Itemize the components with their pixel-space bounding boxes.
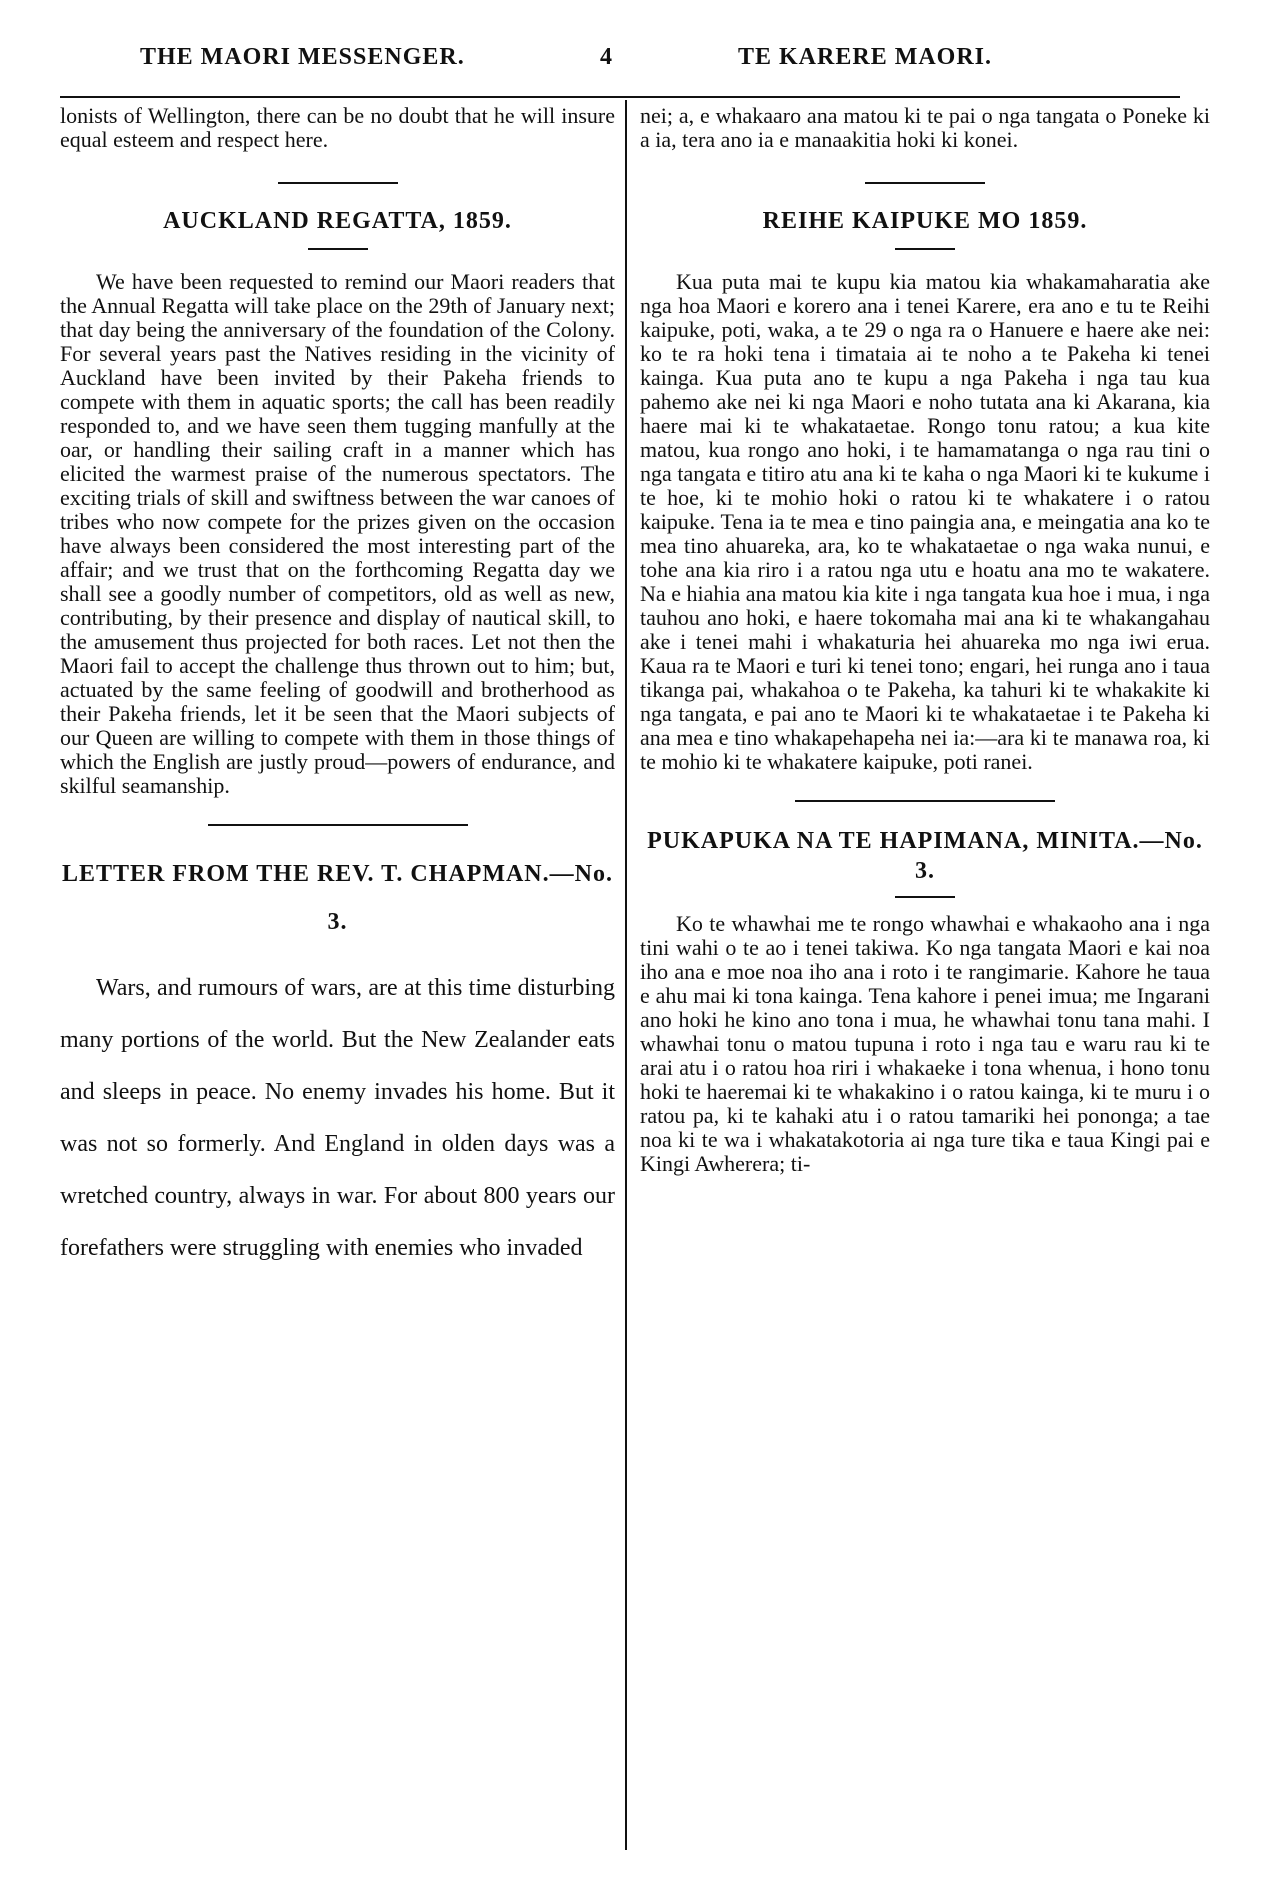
letter-article-body: Ko te whawhai me te rongo whawhai e whakaoho ana i nga tini wahi o te ao i tenei takiwa. Ko nga tangata Maori e kai noa iho ana e moe noa iho ana i roto i te rangimarie. Kahore he taua e ahu mai ki tona kainga. Tena kahore i penei imua; me Ingarani ano hoki he kino ano tona i mua, he whawhai tonu tana mahi. I whawhai tonu o matou tupuna i roto i nga tau e waru rau ki te arai atu i o ratou hoa riri i whakaeke i tona whenua, i hono tonu hoki te haeremai ki te whakakino i o ratou kainga, ki te muru i o ratou pa, ki te kahaki atu i o ratou tamariki hei pononga; a tae noa ki te wa i whakatakotoria ai nga ture tika e taua Kingi pai e Kingi Awherera; ti- [640, 911, 1210, 1176]
running-head [130, 44, 1180, 84]
maori-column [640, 104, 1210, 1176]
page-number: 4 [600, 44, 613, 70]
english-column [60, 104, 615, 1274]
regatta-heading: REIHE KAIPUKE MO 1859. [762, 208, 1088, 234]
letter-heading: LETTER FROM THE REV. T. CHAPMAN.—No. 3. [62, 861, 613, 935]
header-rule [60, 96, 1180, 98]
english-masthead-title: THE MAORI MESSENGER. [140, 44, 465, 70]
regatta-article-body: We have been requested to remind our Maori readers that the Annual Regatta will take place on the 29th of January next; that day being the anniversary of the foundation of the Colony. For several years past the Natives residing in the vicinity of Auckland have been invited by their Pakeha friends to compete with them in aquatic sports; the call has been readily responded to, and we have seen them tugging manfully at the oar, or handling their sailing craft in a manner which has elicited the warmest praise of the numerous spectators. The exciting trials of skill and swiftness between the war canoes of tribes who now compete for the prizes given on the occasion have always been considered the most interesting part of the affair; and we trust that on the forthcoming Regatta day we shall see a goodly number of competitors, old as well as new, contributing, by their presence and display of nautical skill, to the amusement thus projected for both races. Let not then the Maori fail to accept the challenge thus thrown out to him; but, actuated by the same feeling of goodwill and brotherhood as their Pakeha friends, let it be seen that the Maori subjects of our Queen are willing to compete with them in those things of which the English are justly proud—powers of endurance, and skilful seamanship. [60, 269, 615, 798]
letter-heading: PUKAPUKA NA TE HAPIMANA, MINITA.—No. 3. [647, 828, 1203, 884]
column-divider [625, 100, 627, 1850]
maori-masthead-title: TE KARERE MAORI. [738, 44, 993, 70]
letter-article-body: Wars, and rumours of wars, are at this time disturbing many portions of the world. But the New Zealander eats and sleeps in peace. No enemy invades his home. But it was not so formerly. And England in olden days was a wretched country, always in war. For about 800 years our forefathers were struggling with enemies who invaded [60, 975, 615, 1261]
continued-paragraph: lonists of Wellington, there can be no doubt that he will insure equal esteem and respect here. [60, 103, 615, 152]
continued-paragraph: nei; a, e whakaaro ana matou ki te pai o nga tangata o Poneke ki a ia, tera ano ia e manaakitia hoki ki konei. [640, 103, 1210, 152]
regatta-article-body: Kua puta mai te kupu kia matou kia whakamaharatia ake nga hoa Maori e korero ana i tenei Karere, era ano e tu te Reihi kaipuke, poti, waka, a te 29 o nga ra o Hanuere e haere ake nei: ko te ra hoki tena i timataia ai te noho a te Pakeha ki tenei kainga. Kua puta ano te kupu a nga Pakeha i nga tau kua pahemo ake nei ki nga Maori e noho tutata ana ki Akarana, kia haere mai ki te whakataetae. Rongo tonu ratou; a kua kite matou, kua rongo ano hoki, i te hamamatanga o nga rau tini o nga tangata e titiro atu ana ki te kaha o nga Maori ki te kukume i te hoe, ki te mohio hoki o ratou ki te whakatere i o ratou kaipuke. Tena ia te mea e tino paingia ana, e meingatia ana ko te mea tino ahuareka, ara, ko te whakataetae o nga waka nunui, e tohe ana kia riro i a ratou nga utu e hoatu ana mo te wakatere. Na e hiahia ana matou kia kite i nga tangata kua hoe i mua, i nga tauhou ano hoki, e haere tokomaha mai ana ki te whakangahau ake i tenei mahi i whakaturia hei ahuareka mo nga iwi erua. Kaua ra te Maori e turi ki tenei tono; engari, hei runga ano i taua tikanga pai, whakahoa o te Pakeha, ka tahuri ki te whakakite ki nga tangata, e pai ano te Maori ki te whakataetae i te Pakeha ki ana mea e tino whakapehapeha nei ia:—ara ki te manawa roa, ki te mohio ki te whakatere kaipuke, poti ranei. [640, 269, 1210, 774]
regatta-heading: AUCKLAND REGATTA, 1859. [163, 208, 512, 234]
